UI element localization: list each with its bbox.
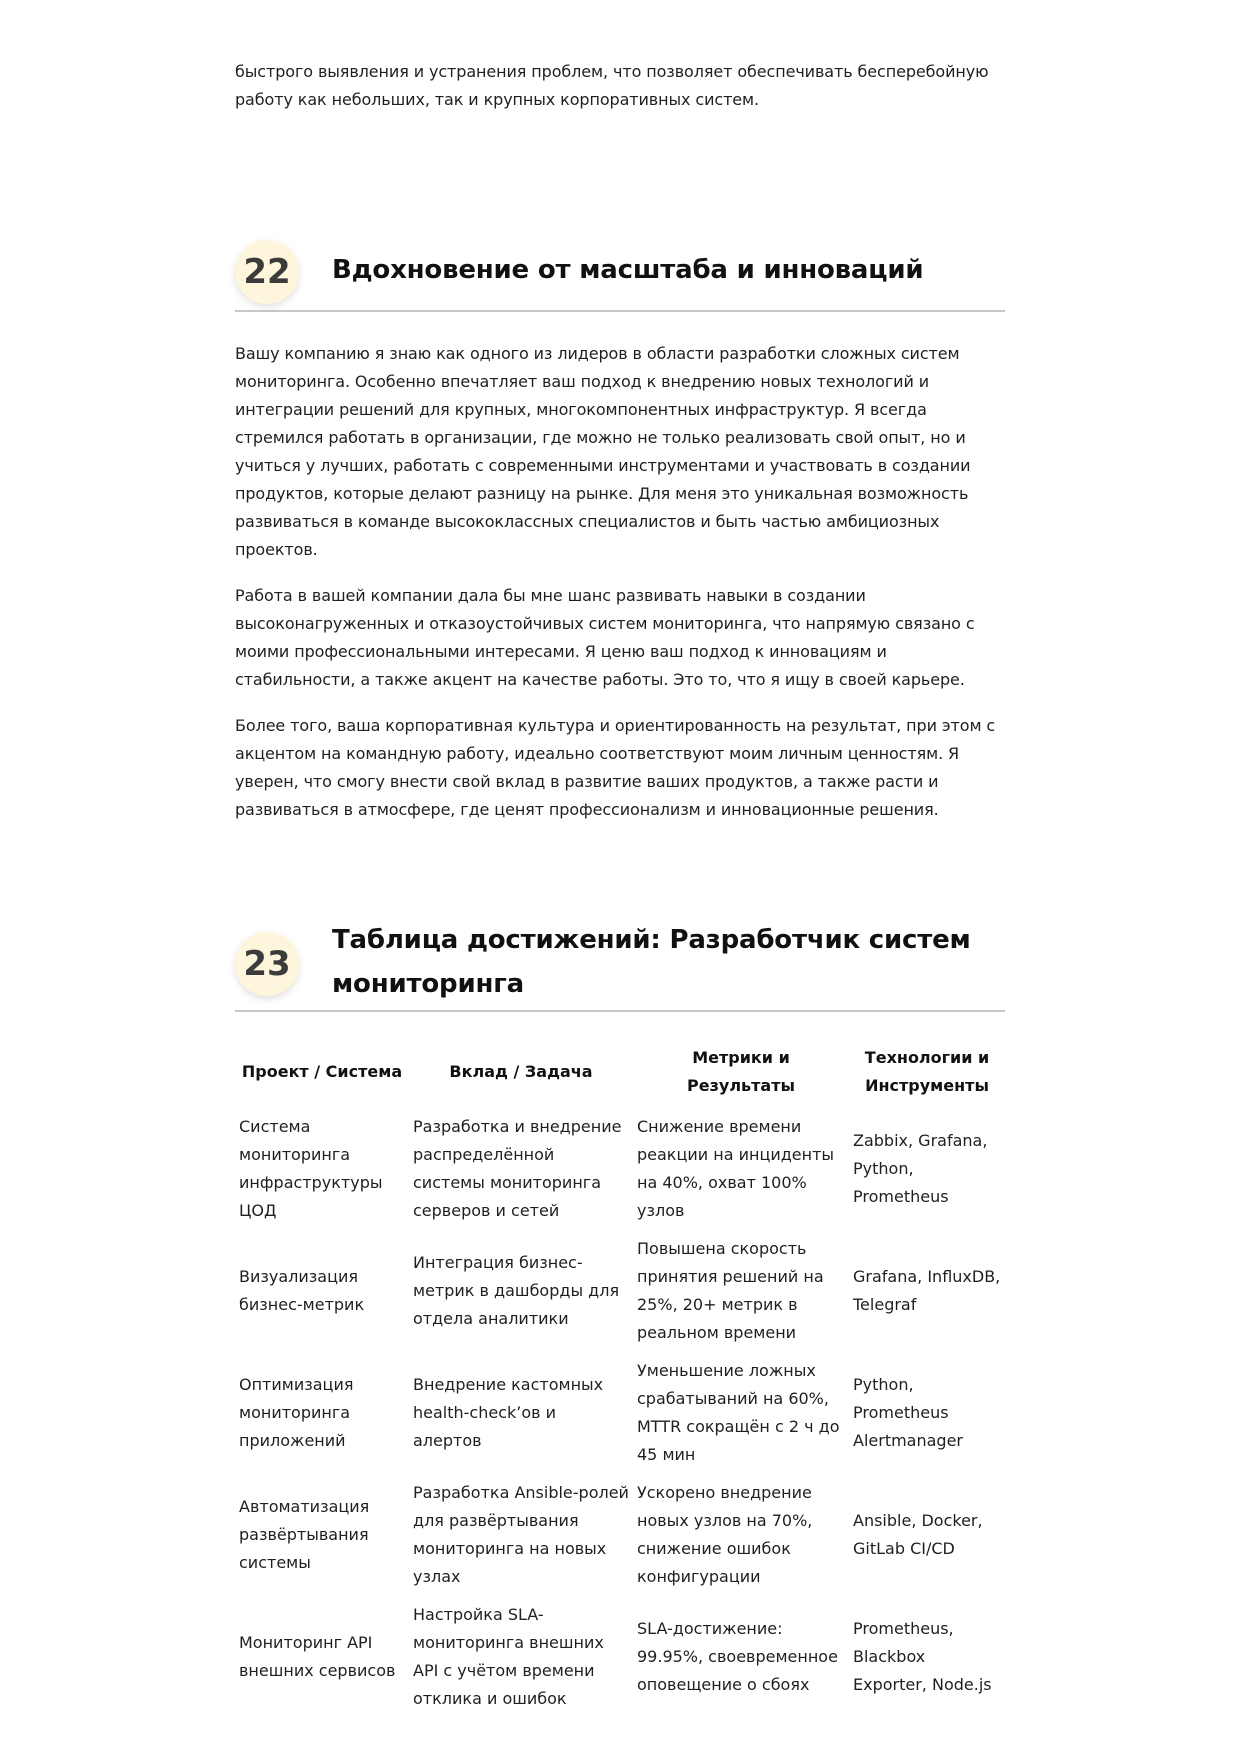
table-cell: Zabbix, Grafana, Python, Prometheus — [853, 1131, 988, 1206]
section-number-badge: 22 — [235, 240, 299, 304]
table-header-row — [235, 1036, 1005, 1108]
table-cell: Автоматизация развёртывания системы — [239, 1497, 370, 1572]
table-cell: Оптимизация мониторинга приложений — [239, 1375, 354, 1450]
achievements-table — [235, 1036, 1005, 1718]
table-cell: Интеграция бизнес-метрик в дашборды для отдела аналитики — [413, 1253, 620, 1328]
table-cell: Уменьшение ложных срабатываний на 60%, MTTR сокращён с 2 ч до 45 мин — [637, 1361, 840, 1464]
table-cell: Разработка и внедрение распределённой системы мониторинга серверов и сетей — [413, 1117, 622, 1220]
table-row — [235, 1474, 1005, 1596]
table-cell: Повышена скорость принятия решений на 25%, 20+ метрик в реальном времени — [637, 1239, 824, 1342]
table-cell: Система мониторинга инфраструктуры ЦОД — [239, 1117, 383, 1220]
section-title: Таблица достижений: Разработчик систем мониторинга — [332, 925, 971, 999]
table-row — [235, 1230, 1005, 1352]
section-title: Вдохновение от масштаба и инноваций — [332, 255, 924, 285]
column-header: Технологии и Инструменты — [864, 1048, 990, 1095]
table-cell: Python, Prometheus Alertmanager — [853, 1375, 963, 1450]
table-cell: Визуализация бизнес-метрик — [239, 1267, 365, 1314]
table-cell: Разработка Ansible-ролей для развёртывания мониторинга на новых узлах — [413, 1483, 629, 1586]
table-cell: Ускорено внедрение новых узлов на 70%, снижение ошибок конфигурации — [637, 1483, 813, 1586]
table-cell: Настройка SLA-мониторинга внешних API с учётом времени отклика и ошибок — [413, 1605, 604, 1708]
section-22-header — [235, 232, 1005, 312]
table-cell: Ansible, Docker, GitLab CI/CD — [853, 1511, 983, 1558]
paragraph: Более того, ваша корпоративная культура и ориентированность на результат, при этом с акцентом на командную работу, идеально соответствуют моим личным ценностям. Я уверен, что смогу внести свой вклад в развитие ваших продуктов, а также расти и развиваться в атмосфере, где ценят профессионализм и инновационные решения. — [235, 716, 996, 819]
paragraph: Работа в вашей компании дала бы мне шанс развивать навыки в создании высоконагруженных и отказоустойчивых систем мониторинга, что напрямую связано с моими профессиональными интересами. Я ценю ваш подход к инновациям и стабильности, а также акцент на качестве работы. Это то, что я ищу в своей карьере. — [235, 586, 975, 689]
intro-paragraph: быстрого выявления и устранения проблем, что позволяет обеспечивать бесперебойную работу как небольших, так и крупных корпоративных систем. — [235, 62, 989, 109]
table-cell: Prometheus, Blackbox Exporter, Node.js — [853, 1619, 992, 1694]
section-number-badge: 23 — [235, 932, 299, 996]
column-header: Метрики и Результаты — [687, 1048, 795, 1095]
paragraph: Вашу компанию я знаю как одного из лидеров в области разработки сложных систем мониторинга. Особенно впечатляет ваш подход к внедрению новых технологий и интеграции решений для крупных, многокомпонентных инфраструктур. Я всегда стремился работать в организации, где можно не только реализовать свой опыт, но и учиться у лучших, работать с современными инструментами и участвовать в создании продуктов, которые делают разницу на рынке. Для меня это уникальная возможность развиваться в команде высококлассных специалистов и быть частью амбициозных проектов. — [235, 344, 971, 559]
section-23-header — [235, 916, 1005, 1012]
table-cell: Мониторинг API внешних сервисов — [239, 1633, 396, 1680]
column-header: Вклад / Задача — [449, 1062, 593, 1081]
table-row — [235, 1108, 1005, 1230]
section-22-body — [235, 340, 1005, 824]
table-cell: Снижение времени реакции на инциденты на 40%, охват 100% узлов — [637, 1117, 835, 1220]
table-cell: Внедрение кастомных health-check’ов и алертов — [413, 1375, 604, 1450]
table-row — [235, 1596, 1005, 1718]
intro-block — [235, 58, 1005, 114]
table-cell: Grafana, InfluxDB, Telegraf — [853, 1267, 1001, 1314]
table-row — [235, 1352, 1005, 1474]
table-cell: SLA-достижение: 99.95%, своевременное оповещение о сбоях — [637, 1619, 838, 1694]
column-header: Проект / Система — [241, 1062, 403, 1081]
